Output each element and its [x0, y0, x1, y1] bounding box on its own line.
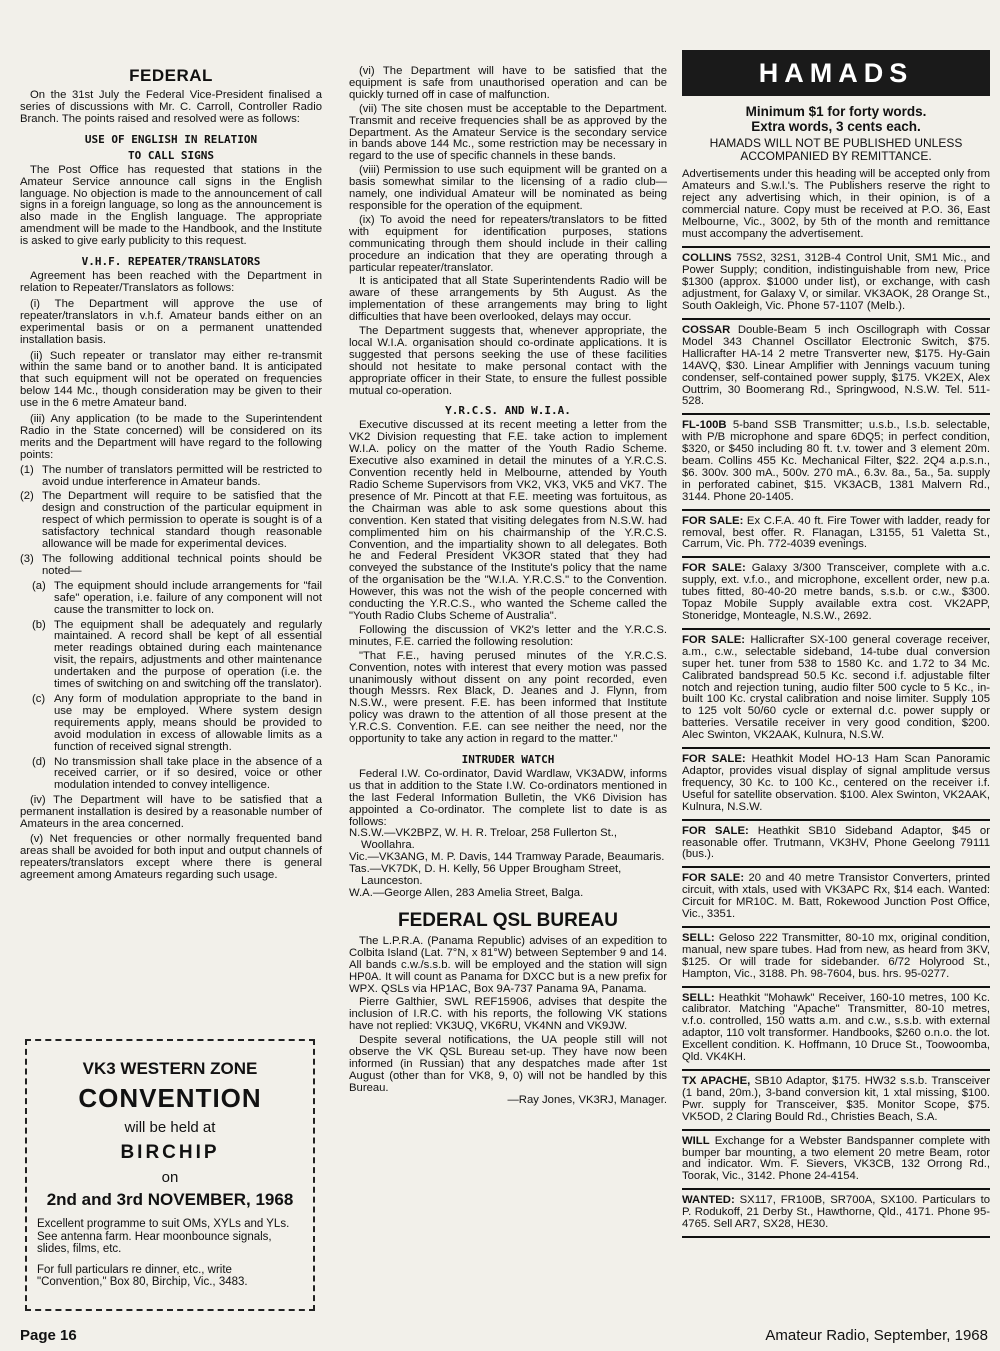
- ad-text: Galaxy 3/300 Transceiver, complete with a.c. supply, ext. v.f.o., and microphone, excellent order, new p.a. tubes fitted, 80-40-20 metre bands, s.s.b. or c.w., $300. Topaz Mobile Supply available extra cost. VK2APP, Stoneridge, Monteagle, N.S.W., 2692.: [682, 562, 990, 622]
- ad-keyword: WANTED:: [682, 1194, 735, 1207]
- ad-text: Heathkit "Mohawk" Receiver, 160-10 metres, 100 Kc. calibrator. Matching "Apache" Transmitter, 80-10 metres, v.f.o. controlled, 150 watts a.m. and c.w., s.s.b. with external adaptor, 110 volt transformer. Handbooks, $260 o.n.o. the lot. Excellent condition. K. Hoffmann, 10 Druce St., Toowoomba, Qld. VK4KH.: [682, 991, 990, 1064]
- ad-keyword: FL-100B: [682, 419, 727, 432]
- classified-ad: [682, 558, 990, 630]
- convention-dates: 2nd and 3rd NOVEMBER, 1968: [46, 1190, 294, 1209]
- convention-contact: For full particulars re dinner, etc., write "Convention," Box 80, Birchip, Vic., 3483.: [37, 1263, 248, 1288]
- ad-keyword: FOR SALE:: [682, 514, 744, 527]
- qsl-paragraph-1: The L.P.R.A. (Panama Republic) advises of an expedition to Colbita Island (Lat. 7°N, x 81°W) between September 9 and 14. All bands c.w./s.s.b. will be employed and the station will sign HP0A. It will count as Panama for DXCC but is a new prefix for WPX. QSLs via HP1AC, Box 9A-737 Panama 9A, Panama.: [349, 934, 667, 995]
- ad-keyword: FOR SALE:: [682, 633, 746, 646]
- classified-ad: [682, 988, 990, 1071]
- classified-ad: [682, 630, 990, 749]
- qsl-signature: —Ray Jones, VK3RJ, Manager.: [507, 1093, 667, 1106]
- vhf-point-v: (v) Net frequencies or other normally frequented band areas shall be avoided for both input and output channels of repeaters/translators except where there is general agreement among Amateurs regarding such usage.: [20, 832, 322, 881]
- ad-keyword: WILL: [682, 1134, 710, 1147]
- ad-keyword: SELL:: [682, 931, 715, 944]
- yrcs-heading: Y.R.C.S. AND W.I.A.: [445, 404, 571, 418]
- vhf-point-ii: (ii) Such repeater or translator may either re-transmit within the same band or to another band. It is anticipated that such equipment will not be operated on frequencies below 144 Mc., though consideration may be given to their use in the 6 metre Amateur band.: [20, 349, 322, 410]
- ad-text: SX117, FR100B, SR700A, SX100. Particulars to P. Rodukoff, 21 Derby St., Hawthorne, Qld., 4171. Phone 95-4765. Sell AR7, SX28, HE30.: [682, 1194, 990, 1231]
- intruder-paragraph: Federal I.W. Co-ordinator, David Wardlaw, VK3ADW, informs us that in addition to the State I.W. Co-ordinators mentioned in the last Federal Information Bulletin, the VK6 Division has appointed a Co-ordinator. The complete list to date is as follows:: [349, 767, 667, 828]
- convention-place: BIRCHIP: [120, 1142, 220, 1163]
- intruder-heading: INTRUDER WATCH: [461, 752, 555, 766]
- classified-ad: [682, 1190, 990, 1238]
- classified-ad: [682, 749, 990, 821]
- convention-notice: [25, 1039, 315, 1311]
- hamads-intro: Advertisements under this heading will be accepted only from Amateurs and S.w.l.'s. The Publishers reserve the right to reject any advertising which, in their opinion, is of a commercial nature. Copy must be received at P.O. 36, East Melbourne, Vic., 3002, by 5th of the month and remittance must accompany the advertisement.: [682, 169, 990, 248]
- yrcs-paragraph-2: Following the discussion of VK2's letter and the Y.R.C.S. minutes, F.E. carried the following resolution:: [349, 623, 667, 648]
- ad-keyword: FOR SALE:: [682, 562, 746, 575]
- vhf-intro: Agreement has been reached with the Department in relation to Repeater/Translators as follows:: [20, 270, 322, 294]
- column-hamads: [682, 50, 990, 1238]
- ad-text: Exchange for a Webster Bandspanner complete with bumper bar mounting, a two element 20 metre Beam, rotor and indicator. Wm. F. Sievers, VK3CB, 132 Orrong Rd., Toorak, Vic., 3142. Phone 24-4154.: [682, 1134, 990, 1183]
- qsl-paragraph-3: Despite several notifications, the UA people still will not observe the VK QSL Bureau set-up. They have now been informed (in Russian) that any despatches made after 1st August (other than for VK8, 9, 0) will not be handled by this Bureau.: [349, 1034, 667, 1094]
- vhf-point-viii: (viii) Permission to use such equipment will be granted on a basis somewhat similar to the licensing of a radio club—namely, one individual Amateur will be nominated as being responsible for the operation of the equipment.: [349, 164, 667, 212]
- ad-keyword: TX APACHE,: [682, 1075, 751, 1087]
- numbered-point-1: (1) The number of translators permitted will be restricted to avoid undue interference in Amateur bands.: [20, 463, 322, 488]
- federal-intro: On the 31st July the Federal Vice-President finalised a series of discussions with Mr. C. Carroll, Controller Radio Branch. The points raised and resolved were as follows:: [20, 89, 322, 125]
- convention-on: on: [161, 1169, 179, 1186]
- ad-text: Double-Beam 5 inch Oscillograph with Cossar Model 343 Channel Oscillator Electronic Switch, $75. Hallicrafter HA-14 2 metre Transverter new, $175. Hy-Gain 14AVQ, $30. Linear Amplifier with Jennings vacuum tuning condenser, self-contained power supply, $175. VK2EX, Alex Outtrim, 30 Boomerang Rd., Springwood, N.S.W. Tel. 511-528.: [682, 323, 991, 408]
- vhf-point-vi: (vi) The Department will have to be satisfied that the equipment is safe from unauthorised operation and can be quickly turned off in case of malfunction.: [349, 65, 667, 101]
- classified-ad: [682, 928, 990, 988]
- classified-ad: [682, 415, 990, 510]
- yrcs-resolution: "That F.E., having perused minutes of the Y.R.C.S. Convention, notes with interest that every motion was passed unanimously without dissent on any point recorded, even though Messrs. Rex Black, D. Jeanes and J. Flynn, from N.S.W., were present. F.E. has been informed that Institute policy was drawn to the attention of all those present at the Y.R.C.S. Convention. F.E. can see neither the need, nor the opportunity to take any action in regard to the matter.": [349, 649, 667, 746]
- iw-coordinator-tas: Tas.—VK7DK, D. H. Kelly, 56 Upper Brougham Street, Launceston.: [349, 863, 622, 888]
- iw-coordinator-vic: Vic.—VK3ANG, M. P. Davis, 144 Tramway Parade, Beaumaris.: [349, 851, 665, 864]
- english-heading-2: TO CALL SIGNS: [127, 148, 215, 162]
- classified-ad: [682, 1071, 990, 1131]
- classified-ad: [682, 320, 990, 415]
- ad-text: SB10 Adaptor, $175. HW32 s.s.b. Transceiver (1 band, 20m.), 3-band conversion kit, 1 xtal missing, $100. Pwr. supply for Transceiver, $35. Monitor Scope, $75. VK5OD, 2 Claring Bould Rd., Christies Beach, S.A.: [682, 1075, 990, 1123]
- ad-text: Heathkit Model HO-13 Ham Scan Panoramic Adaptor, provides visual display of signal amplitude versus frequency, 30 Kc. to 100 Kc., centered on the receiver i.f. Useful for satellite observation. $100. Alex Swinton, VK2AAK, Kulnura, N.S.W.: [682, 753, 990, 813]
- ad-keyword: COLLINS: [682, 252, 732, 265]
- ad-keyword: FOR SALE:: [682, 753, 746, 766]
- ad-keyword: SELL:: [682, 991, 715, 1004]
- classified-ad: [682, 868, 990, 928]
- classified-ad: [682, 511, 990, 559]
- vhf-point-i: (i) The Department will approve the use of repeater/translators in v.h.f. Amateur bands either on an experimental basis or on a permanent unattended installation basis.: [20, 297, 322, 346]
- ad-keyword: COSSAR: [682, 323, 731, 336]
- hamads-list: [682, 248, 990, 1238]
- ad-keyword: FOR SALE:: [682, 872, 745, 885]
- vhf-point-vii: (vii) The site chosen must be acceptable to the Department. Transmit and receive frequencies shall be as approved by the Department. As the Amateur Service is the secondary service in bands above 144 Mc., some restriction may be necessary in regard to the use of specific channels in these bands.: [349, 102, 667, 163]
- convention-programme: Excellent programme to suit OMs, XYLs and YLs. See antenna farm. Hear moonbounce signals, slides, films, etc.: [37, 1218, 290, 1255]
- classified-ad: [682, 248, 990, 320]
- ad-keyword: FOR SALE:: [682, 824, 749, 837]
- vhf-point-ix: (ix) To avoid the need for repeaters/translators to be fitted with equipment for identification purposes, stations communicating through them should include in their calling procedure an indication that they are operating through a particular repeater/translator.: [349, 213, 667, 274]
- ad-text: Geloso 222 Transmitter, 80-10 mx, original condition, manual, new spare tubes. Had from new, as heard from 3KV, $125. Or will trade for sidebander. 6/72 Holyrood St., Hampton, Vic., 3188. Ph. 98-7604, bus. hrs. 95-0277.: [682, 931, 990, 980]
- ad-text: Ex C.F.A. 40 ft. Fire Tower with ladder, ready for removal, best offer. R. Flanagan, L3155, 51 Valetta St., Carrum, Vic. Ph. 772-4039 evenings.: [682, 514, 990, 551]
- column-middle: [349, 66, 667, 1107]
- ad-text: 75S2, 32S1, 312B-4 Control Unit, SM1 Mic., and Power Supply; condition, indistinguishable from new, Price $1300 (approx. $1000 under list), or exchange, with cash adjustment, for Galaxy V, or similar. VK3AOK, 28 Orange St., South Oakleigh, Vic. Phone 57-1107 (Melb.).: [682, 252, 990, 313]
- qsl-paragraph-2: Pierre Galthier, SWL REF15906, advises that despite the inclusion of I.R.C. with his reports, the following VK stations have not replied: VK3UQ, VK6RU, VK4NN and VK9JW.: [349, 996, 667, 1033]
- qsl-heading: FEDERAL QSL BUREAU: [398, 909, 618, 931]
- vhf-heading: V.H.F. REPEATER/TRANSLATORS: [81, 255, 261, 269]
- hamads-rate-extra: Extra words, 3 cents each.: [751, 119, 921, 134]
- lettered-point-d: (d) No transmission shall take place in the absence of a received carrier, or if so desired, voice or other modulation intended to convey intelligence.: [32, 755, 322, 792]
- column-federal: [20, 66, 322, 882]
- classified-ad: [682, 1131, 990, 1191]
- ad-text: Heathkit SB10 Sideband Adaptor, $45 or reasonable offer. Trutmann, VK3HV, Phone Geelong 79111 (bus.).: [682, 824, 990, 861]
- federal-heading: FEDERAL: [129, 66, 213, 85]
- numbered-point-3: (3) The following additional technical points should be noted—: [20, 553, 322, 577]
- english-paragraph: The Post Office has requested that stations in the Amateur Service announce call signs in the English language. No objection is made to the announcement of call signs in a foreign language, so long as the announcement is also made in the English language. The appropriate amendment will be made to the Handbook, and the Institute is asked to give early publicity to this request.: [20, 163, 322, 248]
- convention-title: CONVENTION: [78, 1083, 262, 1113]
- ad-text: Hallicrafter SX-100 general coverage receiver, a.m., c.w., selectable sideband, 14-tube dual conversion super het. tuner from 538 to 1580 Kc. and 1.72 to 34 Mc. Calibrated bandspread 50.5 Kc. second i.f. adjustable filter notch and rejection tuning, audio filter 500 cycle to 5 Kc., in-built 100 Kc. crystal calibration and noise limiter. Supply 105 to 125 volt 50/60 cycle or external d.c. power supply or batteries. Versatile receiver in very good condition, $200. Alec Swinton, VK2AAK, Kulnura, N.S.W.: [682, 633, 990, 742]
- lettered-point-a: (a) The equipment should include arrangements for "fail safe" operation, i.e. failure of any component will not cause the transmitter to lock on.: [32, 579, 322, 616]
- iw-coordinator-wa: W.A.—George Allen, 283 Amelia Street, Balga.: [349, 887, 584, 899]
- superintendents-paragraph: It is anticipated that all State Superintendents Radio will be aware of these arrangements by 5th August. As the implementation of these arrangements may bring to light difficulties that have been overlooked, delays may occur.: [349, 275, 667, 324]
- classified-ad: [682, 821, 990, 869]
- lettered-point-c: (c) Any form of modulation appropriate to the band in use may be employed. Where system design requirements apply, means should be provided to avoid modulation in excess of allowable limits as a function of received signal strength.: [32, 692, 322, 753]
- convention-held-at: will be held at: [124, 1119, 216, 1136]
- page-number: Page 16: [20, 1327, 77, 1344]
- lettered-point-b: (b) The equipment shall be adequately and regularly maintained. A record shall be kept of all essential meter readings obtained during each maintenance visit, the repairs, adjustments and other maintenance undertaken and the purpose of operation (i.e. the times of switching on and switching off the translator).: [32, 618, 322, 691]
- department-paragraph: The Department suggests that, whenever appropriate, the local W.I.A. organisation should co-ordinate applications. It is suggested that persons seeking the use of these facilities should not hesitate to make personal contact with the appropriate officer in their State, to ensure the fullest possible mutual co-operation.: [349, 325, 667, 397]
- vhf-point-iv: (iv) The Department will have to be satisfied that a permanent installation is desired by a reasonable number of Amateurs in the area concerned.: [20, 794, 322, 831]
- convention-zone: VK3 WESTERN ZONE: [82, 1059, 258, 1078]
- hamads-banner: HAMADS: [682, 50, 990, 96]
- hamads-rate-minimum: Minimum $1 for forty words.: [745, 104, 927, 119]
- numbered-point-2: (2) The Department will require to be satisfied that the design and construction of the particular equipment in respect of which permission to operate is sought is of a satisfactory technical standard though reasonable allowance will be made for experimental devices.: [20, 490, 322, 551]
- yrcs-paragraph-1: Executive discussed at its recent meeting a letter from the VK2 Division requesting that F.E. take action to implement W.I.A. policy on the matter of the Youth Radio Scheme. Executive also examined in detail the minutes of a Y.R.C.S. Convention recently held in Melbourne, attended by Youth Radio Scheme Supervisors from VK2, VK3, VK5 and VK7. The presence of Mr. Pincott at that F.E. meeting was fortuitous, as the Chairman was able to ask some questions about this convention. Ken stated that visiting delegates from N.S.W. had complimented him on his chairmanship of the Y.R.C.S. Convention, and the impartiality shown to all delegates. Both he and Federal President VK3OR stated that they had conveyed the substance of the Institute's policy that the name of the organisation be the "W.I.A. Y.R.C.S." to the Convention. However, this was not the wish of the people concerned with conducting the Y.R.C.S., who wanted the Scheme called the "Youth Radio Clubs Scheme of Australia".: [349, 419, 667, 622]
- hamads-remittance-note: HAMADS WILL NOT BE PUBLISHED UNLESS ACCOMPANIED BY REMITTANCE.: [709, 136, 963, 163]
- english-heading-1: USE OF ENGLISH IN RELATION: [84, 132, 258, 146]
- ad-text: 5-band SSB Transmitter; u.s.b., l.s.b. selectable, with P/B microphone and spare 6DQ5; in perfect condition, $320, or $450 including 80 ft. t.v. tower and 3 element 20m. beam. Collins 455 Kc. Mechanical Filter, $22. 2Q4 a.p.s.n., $6. 300v. 300 mA., 500v. 270 mA., 6.3v. 8a., 5a., 5a. supply in perforated cabinet, $15. VK3ACB, 1381 Malvern Rd., 3144. Phone 20-1405.: [682, 419, 990, 503]
- ad-text: 20 and 40 metre Transistor Converters, printed circuit, with xtals, used with VK3APC Rx, $14 each. Wanted: Circuit for MR10C. M. Batt, Rokewood Junction Post Office, Vic., 3351.: [682, 872, 990, 921]
- vhf-point-iii: (iii) Any application (to be made to the Superintendent Radio in the State concerned) will be considered on its merits and the Department will have regard to the following points:: [20, 413, 322, 461]
- magazine-issue: Amateur Radio, September, 1968: [765, 1327, 988, 1344]
- iw-coordinator-nsw: N.S.W.—VK2BPZ, W. H. R. Treloar, 258 Fullerton St., Woollahra.: [349, 827, 618, 852]
